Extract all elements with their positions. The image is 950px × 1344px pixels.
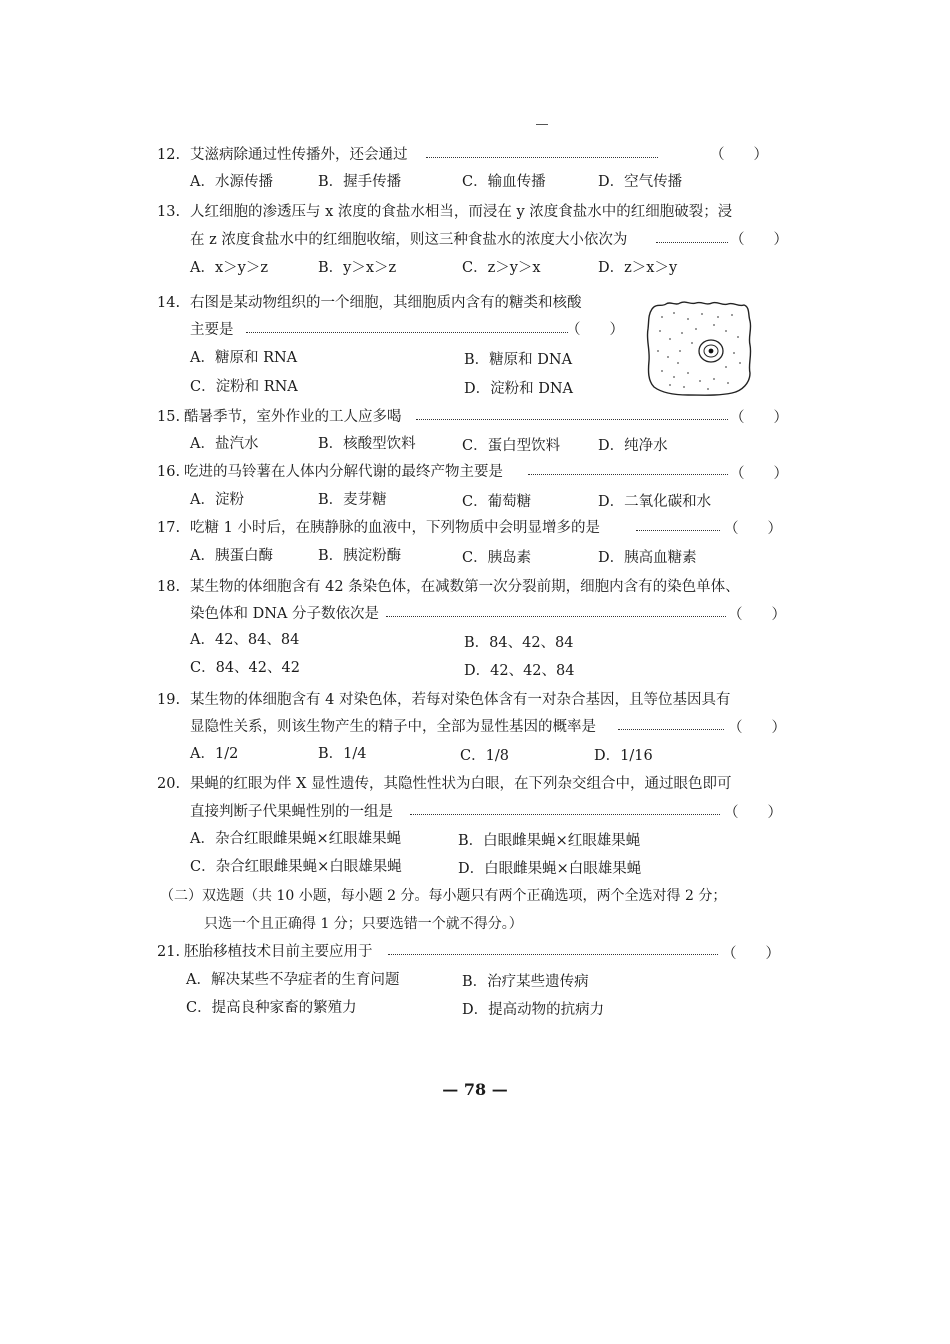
option-b: B．y＞x＞z bbox=[318, 260, 397, 276]
option-a: A．42、84、84 bbox=[190, 632, 300, 648]
option-c: C．葡萄糖 bbox=[462, 494, 532, 510]
question-number: 12. bbox=[157, 147, 181, 163]
option-d: D．1/16 bbox=[594, 748, 653, 764]
option-d: D．纯净水 bbox=[598, 438, 668, 454]
option-d: D．提高动物的抗病力 bbox=[462, 1002, 605, 1018]
question-stem: 艾滋病除通过性传播外，还会通过 bbox=[190, 147, 408, 163]
section-2-instructions: 只选一个且正确得 1 分；只要选错一个就不得分。） bbox=[204, 916, 523, 932]
option-b: B．胰淀粉酶 bbox=[318, 548, 402, 564]
option-c: C．z＞y＞x bbox=[462, 260, 541, 276]
option-c: C．胰岛素 bbox=[462, 550, 532, 566]
question-stem: 直接判断子代果蝇性别的一组是 bbox=[190, 804, 393, 820]
leader-dots bbox=[388, 954, 718, 955]
option-a: A．糖原和 RNA bbox=[190, 350, 298, 366]
option-b: B．麦芽糖 bbox=[318, 492, 387, 508]
option-d: D．42、42、84 bbox=[464, 663, 575, 679]
question-number: 13. bbox=[157, 204, 181, 220]
animal-cell-figure-icon bbox=[640, 295, 758, 399]
option-d: D．淀粉和 DNA bbox=[464, 381, 574, 397]
option-a: A．盐汽水 bbox=[190, 436, 259, 452]
page-number: — 78 — bbox=[442, 1080, 508, 1099]
option-c: C．输血传播 bbox=[462, 174, 546, 190]
leader-dots bbox=[410, 814, 720, 815]
option-d: D．白眼雌果蝇×白眼雄果蝇 bbox=[458, 861, 642, 877]
question-stem: 某生物的体细胞含有 4 对染色体，若每对染色体含有一对杂合基因，且等位基因具有 bbox=[190, 692, 731, 708]
leader-dots bbox=[416, 419, 728, 420]
leader-dots bbox=[386, 616, 726, 617]
leader-dots bbox=[636, 530, 720, 531]
option-b: B．白眼雌果蝇×红眼雄果蝇 bbox=[458, 833, 641, 849]
option-c: C．84、42、42 bbox=[190, 660, 300, 676]
option-b: B．1/4 bbox=[318, 746, 367, 762]
question-stem: 人红细胞的渗透压与 x 浓度的食盐水相当，而浸在 y 浓度食盐水中的红细胞破裂；浸 bbox=[190, 204, 733, 220]
option-b: B．治疗某些遗传病 bbox=[462, 974, 589, 990]
option-a: A．淀粉 bbox=[190, 492, 244, 508]
question-stem: 吃进的马铃薯在人体内分解代谢的最终产物主要是 bbox=[184, 464, 503, 480]
section-2-instructions: （二）双选题（共 10 小题，每小题 2 分。每小题只有两个正确选项，两个全选对得 2 分； bbox=[160, 888, 727, 904]
option-a: A．水源传播 bbox=[190, 174, 273, 190]
answer-blank: （ ） bbox=[728, 720, 786, 736]
option-c: C．1/8 bbox=[460, 748, 509, 764]
option-a: A．1/2 bbox=[190, 746, 239, 762]
question-number: 21. bbox=[157, 944, 181, 960]
question-number: 19. bbox=[157, 692, 181, 708]
question-number: 20. bbox=[157, 776, 181, 792]
question-number: 15. bbox=[157, 409, 181, 425]
question-stem: 果蝇的红眼为伴 X 显性遗传，其隐性性状为白眼，在下列杂交组合中，通过眼色即可 bbox=[190, 776, 732, 792]
answer-blank: （ ） bbox=[724, 521, 782, 537]
option-d: D．胰高血糖素 bbox=[598, 550, 697, 566]
option-d: D．二氧化碳和水 bbox=[598, 494, 712, 510]
option-a: A．x＞y＞z bbox=[190, 260, 268, 276]
question-stem: 右图是某动物组织的一个细胞，其细胞质内含有的糖类和核酸 bbox=[190, 295, 582, 311]
option-b: B．核酸型饮料 bbox=[318, 436, 416, 452]
option-d: D．z＞x＞y bbox=[598, 260, 678, 276]
answer-blank: （ ） bbox=[722, 946, 780, 962]
question-stem: 酷暑季节，室外作业的工人应多喝 bbox=[184, 409, 402, 425]
leader-dots bbox=[618, 729, 724, 730]
answer-blank: （ ） bbox=[710, 147, 768, 163]
question-number: 14. bbox=[157, 295, 181, 311]
question-stem: 显隐性关系，则该生物产生的精子中，全部为显性基因的概率是 bbox=[190, 719, 596, 735]
option-a: A．解决某些不孕症者的生育问题 bbox=[186, 972, 400, 988]
option-c: C．提高良种家畜的繁殖力 bbox=[186, 1000, 357, 1016]
question-stem: 某生物的体细胞含有 42 条染色体，在减数第一次分裂前期，细胞内含有的染色单体、 bbox=[190, 579, 740, 595]
answer-blank: （ ） bbox=[566, 322, 624, 338]
question-stem: 胚胎移植技术目前主要应用于 bbox=[184, 944, 373, 960]
leader-dots bbox=[528, 474, 728, 475]
answer-blank: （ ） bbox=[724, 805, 782, 821]
option-c: C．淀粉和 RNA bbox=[190, 379, 298, 395]
question-stem: 在 z 浓度食盐水中的红细胞收缩，则这三种食盐水的浓度大小依次为 bbox=[190, 232, 628, 248]
leader-dots bbox=[246, 332, 568, 333]
option-a: A．杂合红眼雌果蝇×红眼雄果蝇 bbox=[190, 831, 402, 847]
leader-dots bbox=[426, 157, 658, 158]
question-stem: 吃糖 1 小时后，在胰静脉的血液中，下列物质中会明显增多的是 bbox=[190, 520, 600, 536]
option-b: B．握手传播 bbox=[318, 174, 402, 190]
scan-mark bbox=[536, 124, 548, 125]
option-a: A．胰蛋白酶 bbox=[190, 548, 273, 564]
question-stem: 染色体和 DNA 分子数依次是 bbox=[190, 606, 380, 622]
question-number: 18. bbox=[157, 579, 181, 595]
option-c: C．蛋白型饮料 bbox=[462, 438, 561, 454]
question-number: 17. bbox=[157, 520, 181, 536]
answer-blank: （ ） bbox=[730, 466, 788, 482]
option-b: B．84、42、84 bbox=[464, 635, 574, 651]
leader-dots bbox=[656, 242, 728, 243]
answer-blank: （ ） bbox=[730, 410, 788, 426]
option-d: D．空气传播 bbox=[598, 174, 683, 190]
option-b: B．糖原和 DNA bbox=[464, 352, 573, 368]
option-c: C．杂合红眼雌果蝇×白眼雄果蝇 bbox=[190, 859, 402, 875]
answer-blank: （ ） bbox=[728, 607, 786, 623]
question-number: 16. bbox=[157, 464, 181, 480]
answer-blank: （ ） bbox=[730, 232, 788, 248]
question-stem: 主要是 bbox=[190, 322, 234, 338]
